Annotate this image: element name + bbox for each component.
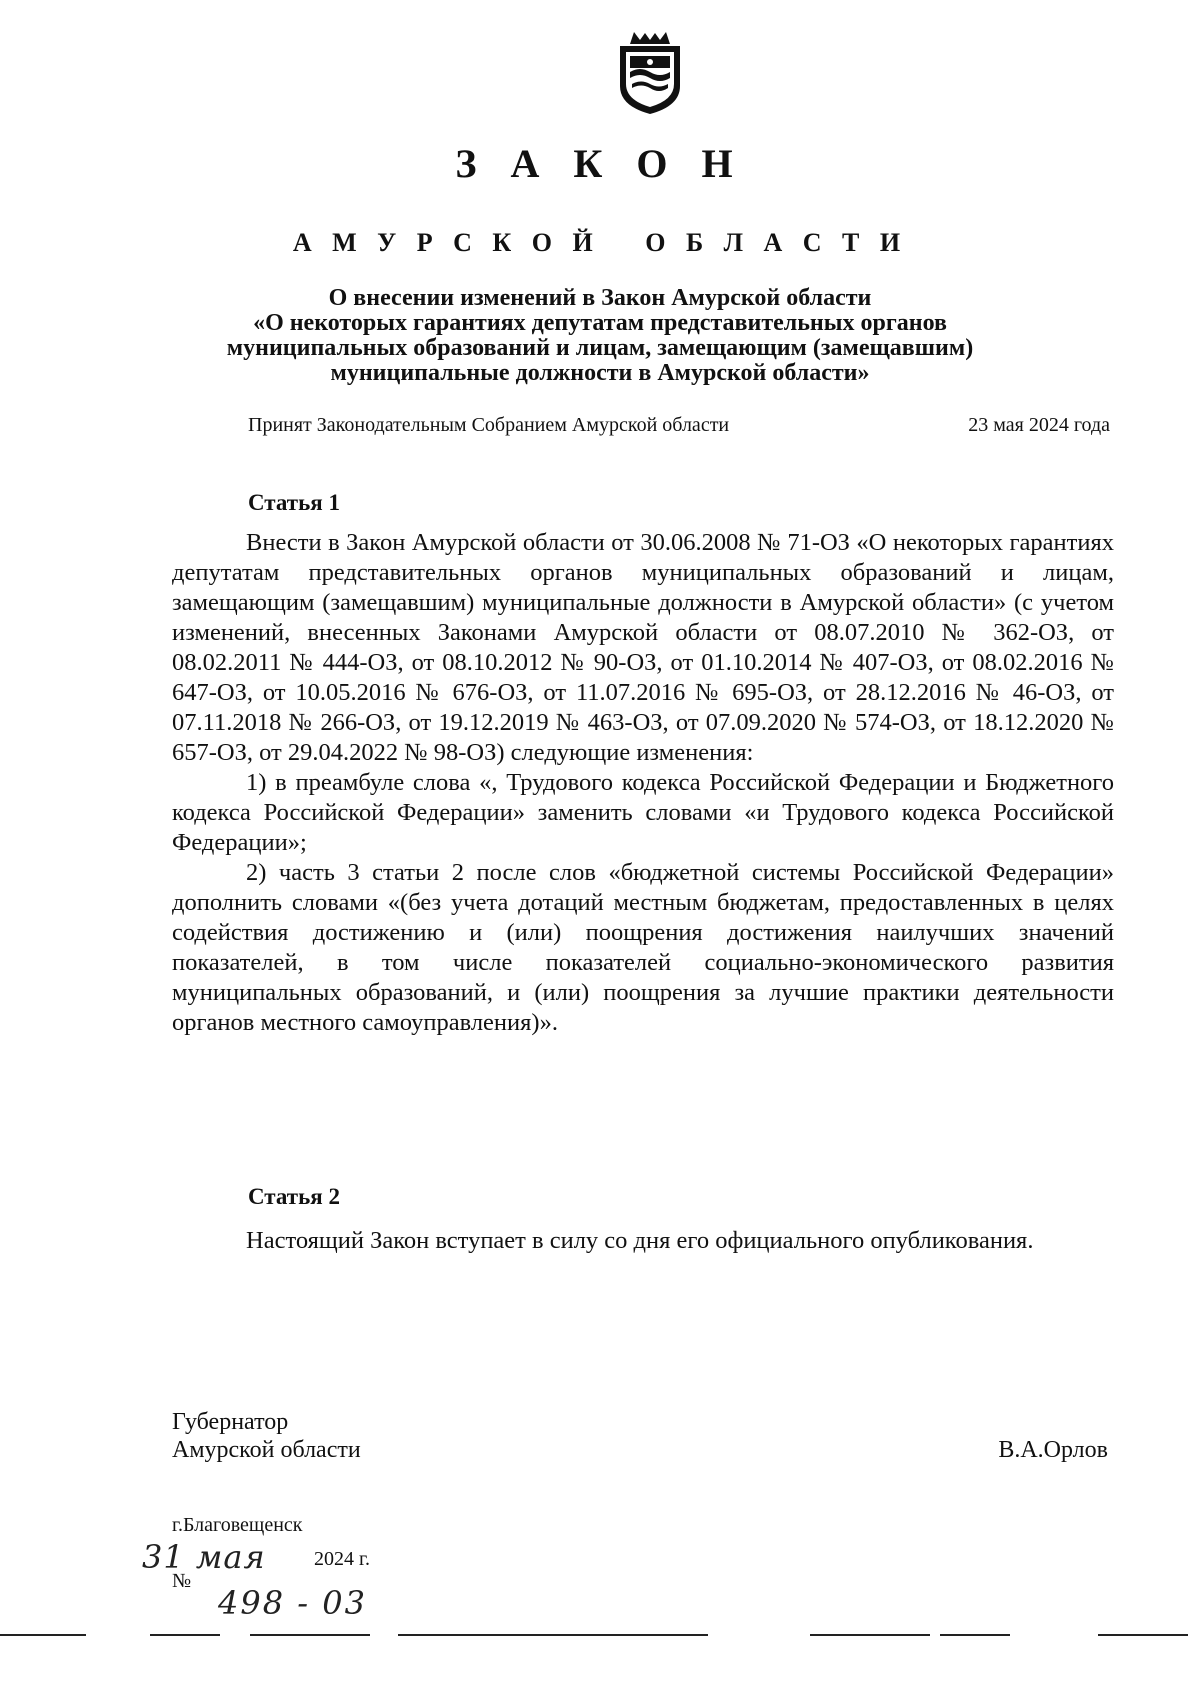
heading-line: муниципальных образований и лицам, замещающим (замещавшим) bbox=[226, 335, 974, 361]
heading-line: муниципальные должности в Амурской области» bbox=[330, 360, 870, 386]
divider bbox=[398, 1634, 708, 1636]
document-type-title: З А К О Н bbox=[455, 141, 745, 186]
signer-name: В.А.Орлов bbox=[998, 1437, 1108, 1463]
signer-position bbox=[172, 1408, 361, 1464]
registration-place: г.Благовещенск bbox=[172, 1514, 303, 1536]
article-2-body bbox=[172, 1226, 1114, 1256]
article-1-paragraph: Внести в Закон Амурской области от 30.06.2008 № 71-ОЗ «О некоторых гарантиях депутатам представительных органов муниципальных образований и лицам, замещающим (замещавшим) муниципальные должности в Амурской области» (с учетом изменений, внесенных Законами Амурской области от 08.07.2010 № 362-ОЗ, от 08.02.2011 № 444-ОЗ, от 08.10.2012 № 90-ОЗ, от 01.10.2014 № 407-ОЗ, от 08.02.2016 № 647-ОЗ, от 10.05.2016 № 676-ОЗ, от 11.07.2016 № 695-ОЗ, от 28.12.2016 № 46-ОЗ, от 07.11.2018 № 266-ОЗ, от 19.12.2019 № 463-ОЗ, от 07.09.2020 № 574-ОЗ, от 18.12.2020 № 657-ОЗ, от 29.04.2022 № 98-ОЗ) следующие изменения: bbox=[172, 529, 1114, 766]
article-1-paragraph: 2) часть 3 статьи 2 после слов «бюджетной системы Российской Федерации» дополнить словами «(без учета дотаций местным бюджетам, предоставленных в целях содействия достижению и (или) поощрения достижения наилучших значений показателей, в том числе показателей социально-экономического развития муниципальных образований, и (или) поощрения за лучшие практики деятельности органов местного самоуправления)». bbox=[172, 859, 1114, 1036]
region-word-1: А М У Р С К О Й bbox=[292, 228, 600, 257]
law-heading bbox=[180, 286, 1020, 386]
heading-line: О внесении изменений в Закон Амурской области bbox=[328, 285, 872, 311]
divider bbox=[250, 1634, 370, 1636]
registration-year: 2024 г. bbox=[314, 1548, 370, 1570]
divider bbox=[940, 1634, 1010, 1636]
amur-coat-of-arms-icon bbox=[614, 30, 686, 116]
divider bbox=[810, 1634, 930, 1636]
handwritten-date: 31 мая bbox=[142, 1538, 266, 1576]
adopted-by: Принят Законодательным Собранием Амурской области bbox=[248, 414, 730, 436]
article-2-paragraph: Настоящий Закон вступает в силу со дня его официального опубликования. bbox=[246, 1227, 1034, 1254]
divider bbox=[150, 1634, 220, 1636]
divider bbox=[1098, 1634, 1188, 1636]
signer-position-line: Губернатор bbox=[172, 1409, 289, 1435]
article-1-paragraph: 1) в преамбуле слова «, Трудового кодекса Российской Федерации и Бюджетного кодекса Российской Федерации» заменить словами «и Трудового кодекса Российской Федерации»; bbox=[172, 769, 1114, 856]
article-1-title: Статья 1 bbox=[248, 490, 340, 515]
region-word-2: О Б Л А С Т И bbox=[645, 228, 908, 257]
region-title bbox=[0, 228, 1200, 258]
number-label: № bbox=[172, 1570, 192, 1592]
signer-position-line: Амурской области bbox=[172, 1437, 361, 1463]
article-2-title: Статья 2 bbox=[248, 1184, 340, 1209]
adoption-date: 23 мая 2024 года bbox=[968, 414, 1110, 436]
handwritten-law-number: 498 - 03 bbox=[218, 1584, 367, 1622]
heading-line: «О некоторых гарантиях депутатам представительных органов bbox=[253, 310, 947, 336]
divider bbox=[0, 1634, 86, 1636]
article-1-body bbox=[172, 528, 1114, 1038]
